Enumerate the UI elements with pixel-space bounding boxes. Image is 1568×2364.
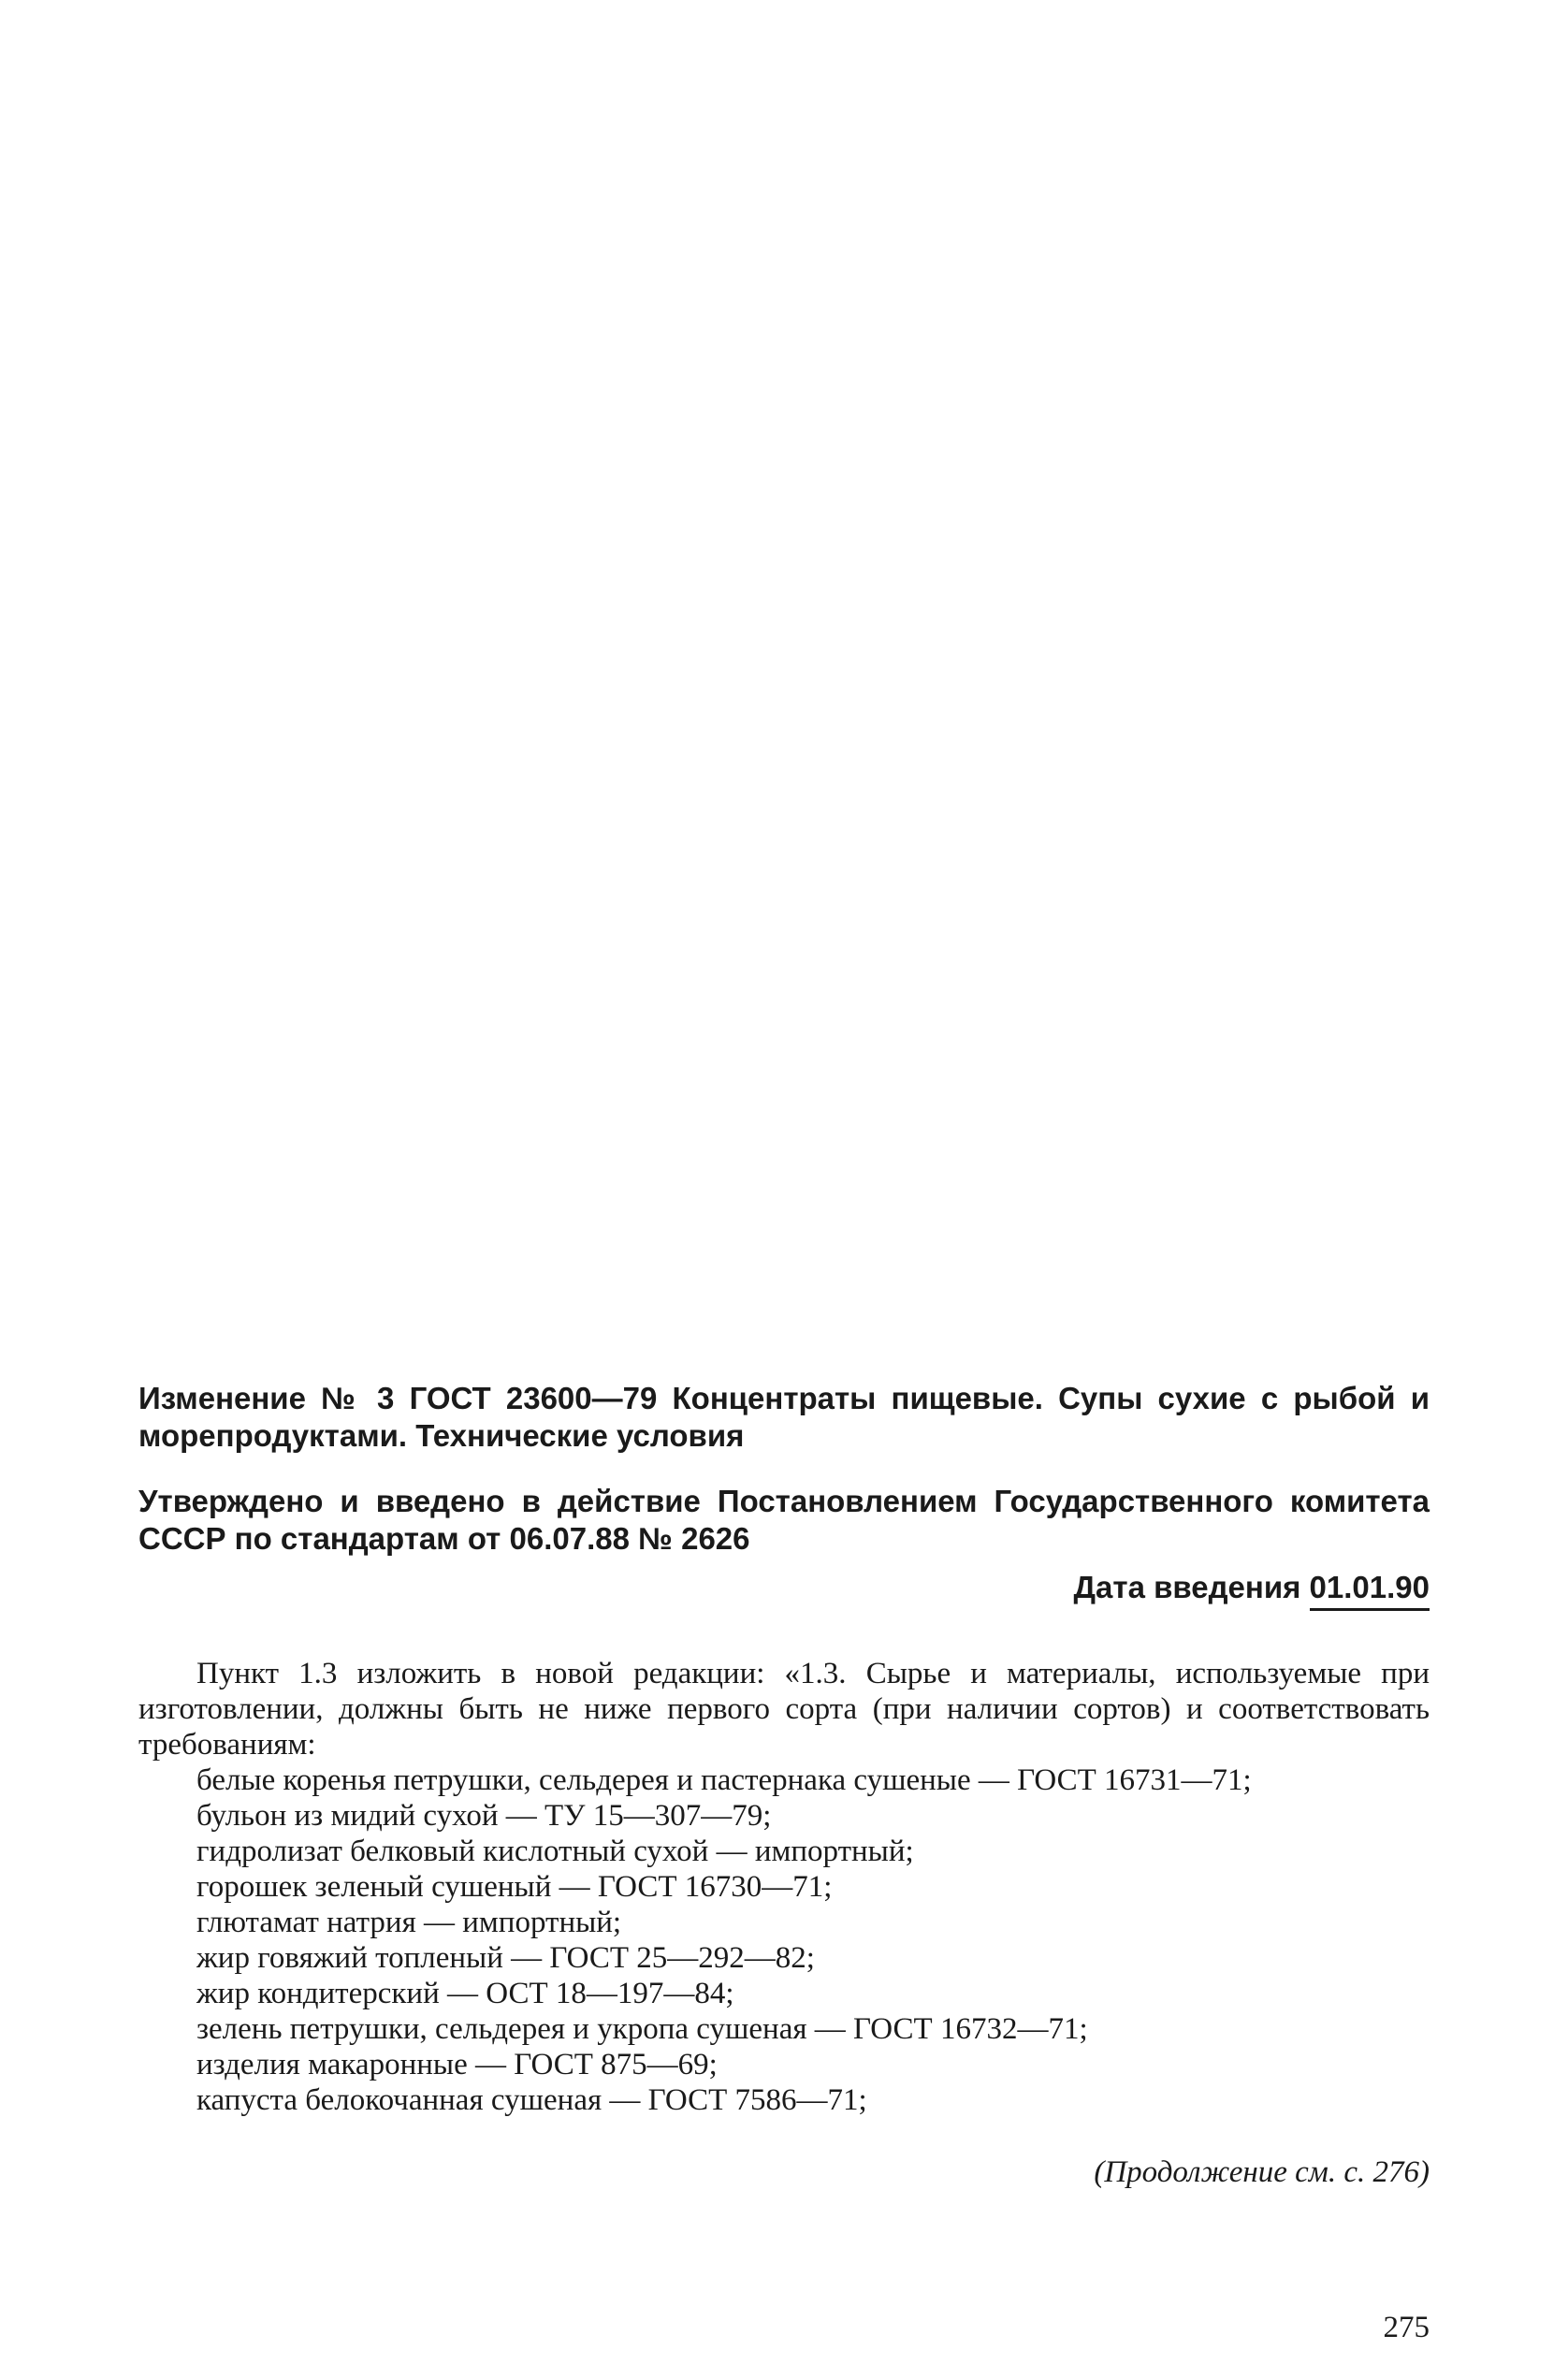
list-item: белые коренья петрушки, сельдерея и пастернака сушеные — ГОСТ 16731—71; xyxy=(196,1763,1252,1797)
effective-date-value: 01.01.90 xyxy=(1310,1569,1430,1611)
list-item: зелень петрушки, сельдерея и укропа сушеная — ГОСТ 16732—71; xyxy=(196,2012,1088,2046)
list-item: жир кондитерский — ОСТ 18—197—84; xyxy=(196,1977,734,2010)
list-item: горошек зеленый сушеный — ГОСТ 16730—71; xyxy=(196,1870,833,1904)
amendment-text xyxy=(138,1656,1430,2118)
intro-paragraph: Пункт 1.3 изложить в новой редакции: «1.3. Сырье и материалы, используемые при изготовлении, должны быть не ниже первого сорта (при наличии сортов) и соответствовать требованиям: xyxy=(138,1657,1430,1762)
effective-date-label: Дата введения xyxy=(1073,1570,1301,1604)
document-body xyxy=(138,1380,1430,2190)
list-item: изделия макаронные — ГОСТ 875—69; xyxy=(196,2048,718,2081)
continuation-note: (Продолжение см. с. 276) xyxy=(1094,2155,1430,2189)
effective-date-line xyxy=(138,1569,1430,1611)
list-item: глютамат натрия — импортный; xyxy=(196,1906,622,1939)
list-item: жир говяжий топленый — ГОСТ 25—292—82; xyxy=(196,1941,815,1975)
amendment-title: Изменение № 3 ГОСТ 23600—79 Концентраты пищевые. Супы сухие с рыбой и морепродуктами. Технические условия xyxy=(138,1381,1430,1453)
list-item: бульон из мидий сухой — ТУ 15—307—79; xyxy=(196,1799,772,1833)
approval-statement: Утверждено и введено в действие Постановлением Государственного комитета СССР по стандартам от 06.07.88 № 2626 xyxy=(138,1484,1430,1556)
list-item: капуста белокочанная сушеная — ГОСТ 7586—71; xyxy=(196,2083,867,2117)
list-item: гидролизат белковый кислотный сухой — импортный; xyxy=(196,1835,914,1868)
page-number: 275 xyxy=(1383,2311,1430,2344)
